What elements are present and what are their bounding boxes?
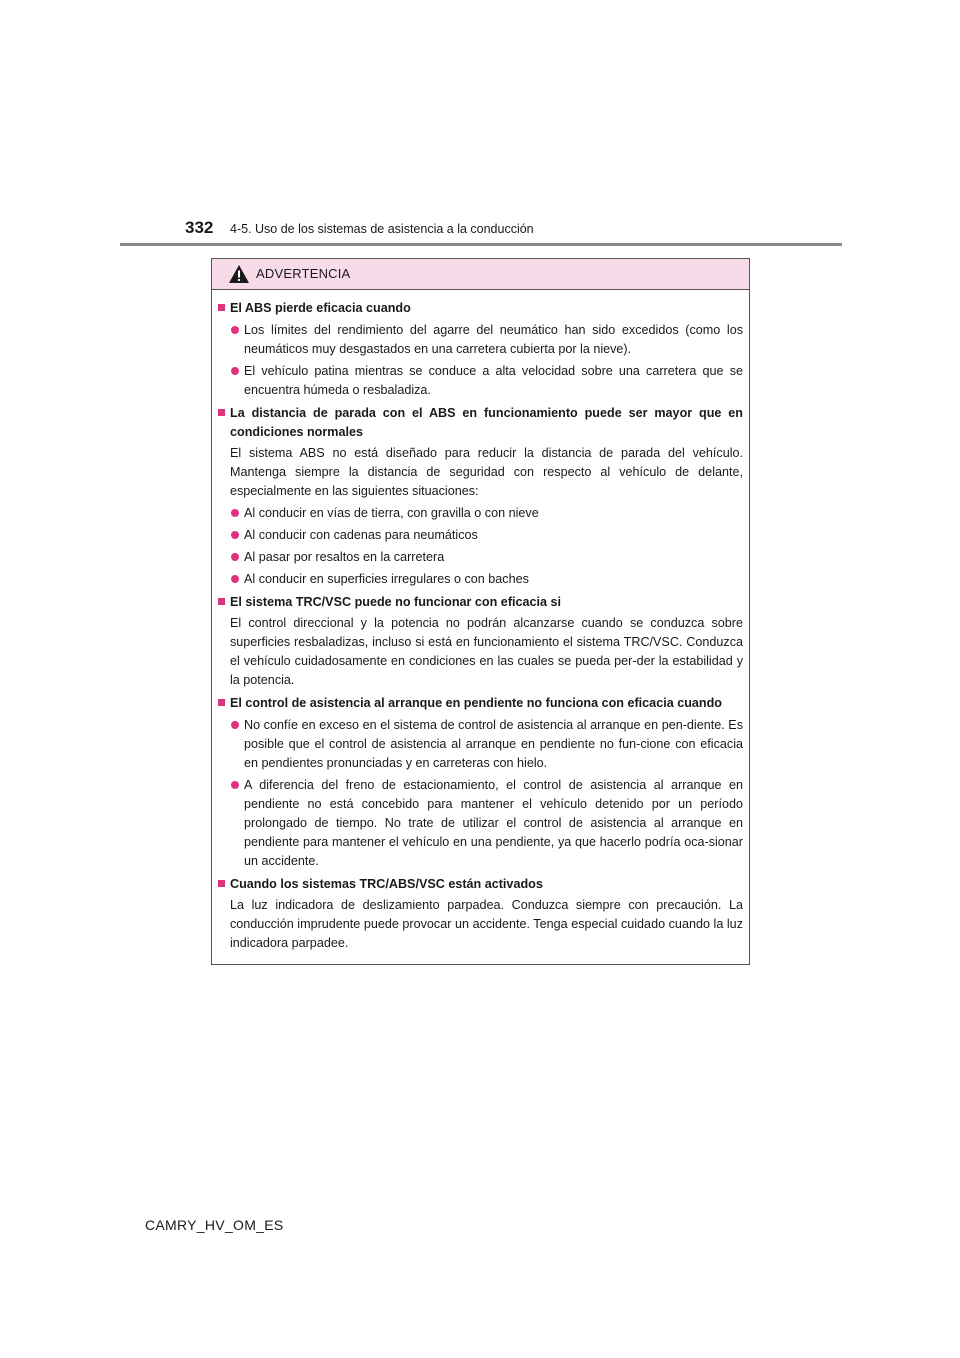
bullet-text: Al pasar por resaltos en la carretera: [244, 550, 445, 564]
warning-item: [218, 875, 743, 953]
square-bullet-icon: [218, 598, 225, 605]
round-bullet-icon: [231, 553, 239, 561]
bullet-text: A diferencia del freno de estacionamiento, el control de asistencia al arranque en pendiente no está concebido para mantener el vehículo detenido por un período prolongado de tiempo. No trate de utilizar el control de asistencia al arranque en pendiente para mantener el vehículo en una pendiente, ya que hacerlo podría oca-sionar un accidente.: [244, 778, 743, 868]
bullet-item: [230, 526, 743, 545]
bullet-text: El vehículo patina mientras se conduce a alta velocidad sobre una carretera que se encuentra húmeda o resbaladiza.: [244, 364, 743, 397]
page-number: 332: [185, 218, 214, 237]
square-bullet-icon: [218, 409, 225, 416]
bullet-text: Al conducir en vías de tierra, con gravilla o con nieve: [244, 506, 539, 520]
warning-triangle-icon: [228, 264, 250, 284]
bullet-text: Al conducir con cadenas para neumáticos: [244, 528, 478, 542]
item-paragraph: El sistema ABS no está diseñado para reducir la distancia de parada del vehículo. Mantenga siempre la distancia de seguridad con respecto al vehículo de delante, especialmente en las siguientes situaciones:: [230, 446, 743, 498]
bullet-text: Los límites del rendimiento del agarre del neumático han sido excedidos (como los neumáticos muy desgastados en una carretera cubierta por la nieve).: [244, 323, 743, 356]
warning-item: [218, 593, 743, 690]
warning-title: ADVERTENCIA: [256, 266, 351, 281]
item-heading: El ABS pierde eficacia cuando: [230, 301, 411, 315]
warning-item: [218, 404, 743, 589]
header-rule: [120, 243, 842, 246]
section-title: 4-5. Uso de los sistemas de asistencia a la conducción: [230, 222, 534, 236]
round-bullet-icon: [231, 367, 239, 375]
round-bullet-icon: [231, 326, 239, 334]
bullet-item: [230, 776, 743, 871]
warning-box: [211, 258, 750, 965]
bullet-text: No confíe en exceso en el sistema de control de asistencia al arranque en pen-diente. Es posible que el control de asistencia al arranque en pendiente no fun-cione con eficacia en pendientes pronunciadas y en carreteras con hielo.: [244, 718, 743, 770]
round-bullet-icon: [231, 575, 239, 583]
round-bullet-icon: [231, 531, 239, 539]
bullet-text: Al conducir en superficies irregulares o con baches: [244, 572, 529, 586]
footer-code: CAMRY_HV_OM_ES: [145, 1217, 284, 1233]
warning-header: [212, 259, 749, 290]
bullet-item: [230, 504, 743, 523]
square-bullet-icon: [218, 304, 225, 311]
item-paragraph: El control direccional y la potencia no podrán alcanzarse cuando se conduzca sobre superficies resbaladizas, incluso si está en funcionamiento el sistema TRC/VSC. Conduzca el vehículo cuidadosamente en condiciones en las cuales se pueda per-der la estabilidad y la potencia.: [230, 616, 743, 687]
round-bullet-icon: [231, 781, 239, 789]
bullet-item: [230, 570, 743, 589]
item-heading: Cuando los sistemas TRC/ABS/VSC están activados: [230, 877, 543, 891]
item-heading: El control de asistencia al arranque en pendiente no funciona con eficacia cuando: [230, 696, 722, 710]
round-bullet-icon: [231, 509, 239, 517]
round-bullet-icon: [231, 721, 239, 729]
square-bullet-icon: [218, 699, 225, 706]
bullet-item: [230, 321, 743, 359]
warning-item: [218, 299, 743, 400]
item-paragraph: La luz indicadora de deslizamiento parpadea. Conduzca siempre con precaución. La conducción imprudente puede provocar un accidente. Tenga especial cuidado cuando la luz indicadora parpadee.: [230, 898, 743, 950]
bullet-item: [230, 716, 743, 773]
warning-item: [218, 694, 743, 871]
item-heading: La distancia de parada con el ABS en funcionamiento puede ser mayor que en condiciones normales: [230, 406, 743, 439]
warning-body: [212, 290, 749, 953]
bullet-item: [230, 362, 743, 400]
item-heading: El sistema TRC/VSC puede no funcionar con eficacia si: [230, 595, 562, 609]
square-bullet-icon: [218, 880, 225, 887]
bullet-item: [230, 548, 743, 567]
